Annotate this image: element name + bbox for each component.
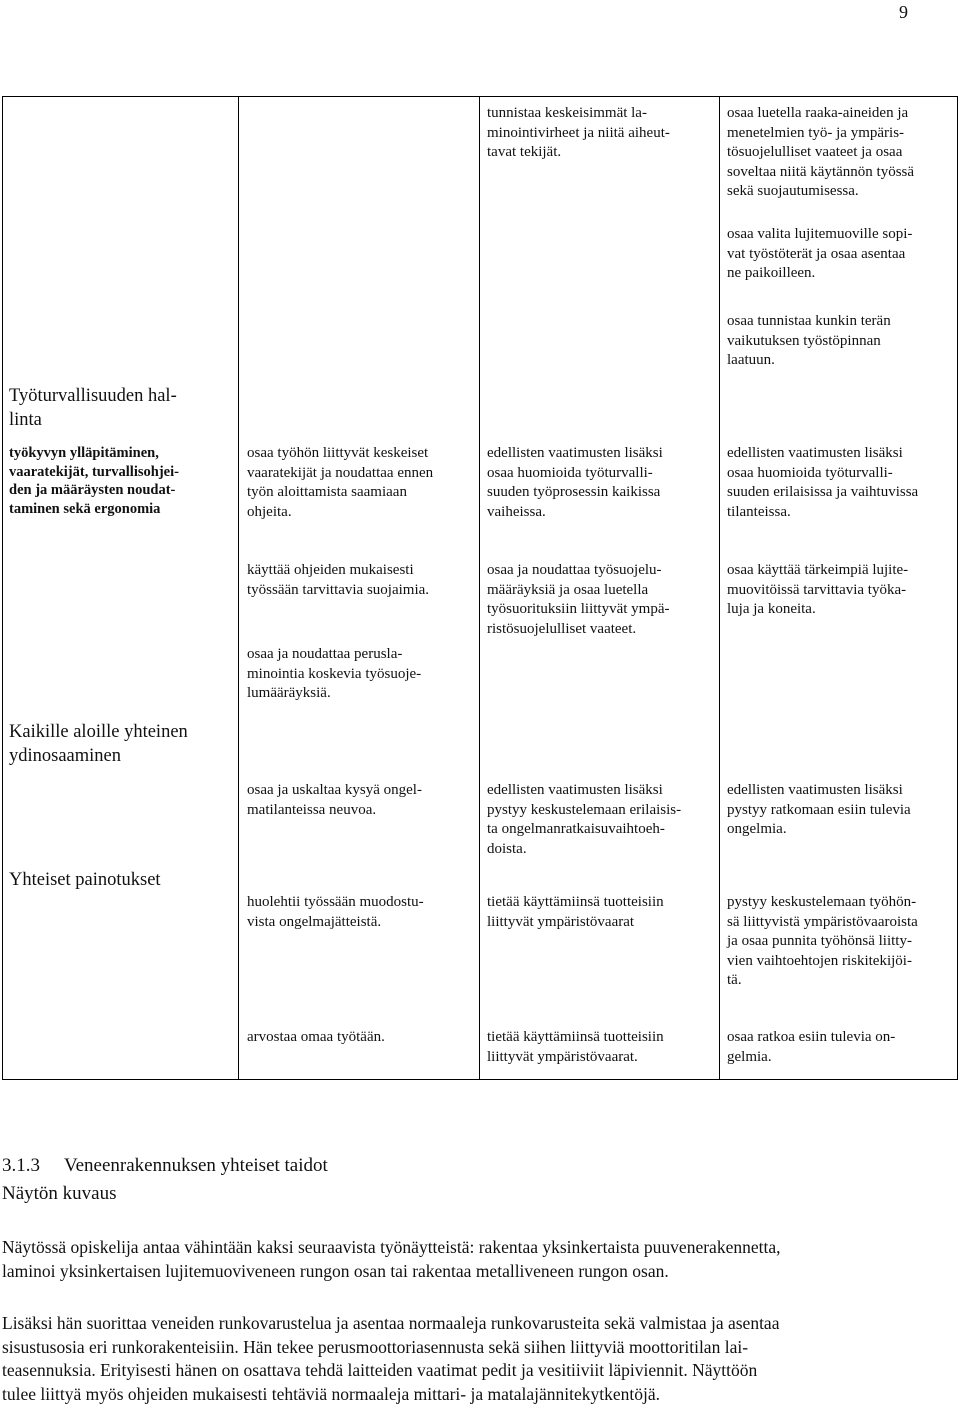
section-title: Veneenrakennuksen yhteiset taidot [64, 1155, 328, 1176]
section-subheading: Näytön kuvaus [2, 1183, 117, 1204]
tyoturvallisuus-subtitle: työkyvyn ylläpitäminen, vaaratekijät, turvallisohjei- den ja määräysten noudat- taminen sekä ergonomia [9, 445, 179, 517]
col3-cell: tietää käyttämiinsä tuotteisiin liittyvät ympäristövaarat. [487, 1029, 664, 1065]
col3-cell: edellisten vaatimusten lisäksi pystyy keskustelemaan erilaisis- ta ongelmanratkaisuvaihtoeh- doista. [487, 782, 682, 857]
col2-cell: käyttää ohjeiden mukaisesti työssään tarvittavia suojaimia. [247, 562, 430, 598]
column-divider [719, 97, 720, 1079]
paragraph: Lisäksi hän suorittaa veneiden runkovarustelua ja asentaa normaaleja runkovarusteita sekä valmistaa ja asentaa sisustusosia eri runkorakenteisiin. Hän tekee perusmoottoriasennusta sekä siihen liittyviä moottoritilan lai- teasennuksia. Erityisesti hänen on osattava tehdä laitteiden vaatimat pedit ja vesitiiviit läpiviennit. Näyttöön tulee liittyä myös ohjeiden mukaisesti tehtäviä normaaleja mittari- ja matalajännitekytkentöjä. [2, 1313, 780, 1404]
col4-cell: edellisten vaatimusten lisäksi pystyy ratkomaan esiin tulevia ongelmia. [727, 782, 911, 837]
col4-cell: pystyy keskustelemaan työhön- sä liittyvistä ympäristövaaroista ja osaa punnita työhönsä liitty- vien vaihtoehtojen riskitekijöi- tä. [727, 894, 918, 988]
col4-cell: osaa luetella raaka-aineiden ja menetelmien työ- ja ympäris- tösuojelulliset vaateet ja osaa soveltaa niitä käytännön työssä sekä suojautumisessa. [727, 105, 915, 199]
col4-cell: edellisten vaatimusten lisäksi osaa huomioida työturvalli- suuden erilaisissa ja vaihtuvissa tilanteissa. [727, 445, 919, 520]
col4-cell: osaa tunnistaa kunkin terän vaikutuksen työstöpinnan laatuun. [727, 313, 891, 368]
page-number: 9 [899, 2, 908, 22]
col3-cell: osaa ja noudattaa työsuojelu- määräyksiä ja osaa luetella työsuorituksiin liittyvät ympä- ristösuojelulliset vaateet. [487, 562, 670, 637]
column-divider [479, 97, 480, 1079]
col4-cell: osaa ratkoa esiin tulevia on- gelmia. [727, 1029, 896, 1065]
paragraph: Näytössä opiskelija antaa vähintään kaksi seuraavista työnäytteistä: rakentaa yksinkertaista puuvenerakennetta, laminoi yksinkertaisen lujitemuoviveneen rungon osan tai rakentaa metalliveneen rungon osan. [2, 1237, 781, 1281]
ydinosaaminen-title: Kaikille aloille yhteinen ydinosaaminen [9, 722, 188, 766]
col2-cell: osaa ja uskaltaa kysyä ongel- matilanteissa neuvoa. [247, 782, 422, 818]
col2-cell: arvostaa omaa työtään. [247, 1029, 385, 1045]
col2-cell: osaa työhön liittyvät keskeiset vaaratekijät ja noudattaa ennen työn aloittamista saamiaan ohjeita. [247, 445, 434, 520]
col3-cell: tunnistaa keskeisimmät la- minointivirheet ja niitä aiheut- tavat tekijät. [487, 105, 670, 160]
col4-cell: osaa valita lujitemuoville sopi- vat työstöterät ja osaa asentaa ne paikoilleen. [727, 226, 913, 281]
col2-cell: huolehtii työssään muodostu- vista ongelmajätteistä. [247, 894, 424, 930]
painotukset-title: Yhteiset painotukset [9, 870, 161, 890]
section-number: 3.1.3 [2, 1155, 40, 1176]
col3-cell: tietää käyttämiinsä tuotteisiin liittyvät ympäristövaarat [487, 894, 664, 930]
section-heading [2, 1133, 328, 1177]
criteria-table [2, 96, 958, 1080]
column-divider [238, 97, 239, 1079]
col3-cell: edellisten vaatimusten lisäksi osaa huomioida työturvalli- suuden työprosessin kaikissa vaiheissa. [487, 445, 663, 520]
col2-cell: osaa ja noudattaa perusla- minointia koskevia työsuoje- lumääräyksiä. [247, 646, 422, 701]
col4-cell: osaa käyttää tärkeimpiä lujite- muovitöissä tarvittavia työka- luja ja koneita. [727, 562, 909, 617]
tyoturvallisuus-title: Työturvallisuuden hal- linta [9, 386, 177, 430]
